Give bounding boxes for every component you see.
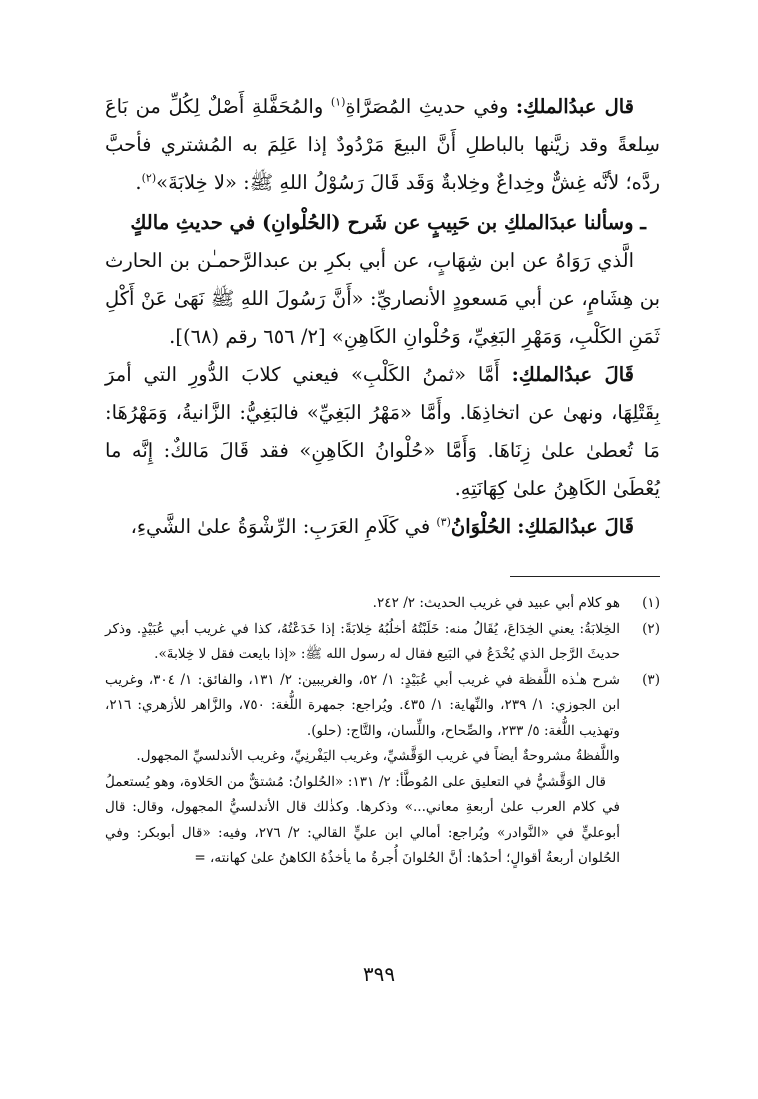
paragraph-1	[105, 88, 660, 202]
footnote-3	[105, 668, 660, 770]
footnote-continuation	[105, 770, 660, 872]
book-page	[105, 88, 660, 872]
footnote-number: (٢)	[642, 620, 660, 637]
footnote-body	[105, 668, 620, 770]
speaker-label: قَالَ عبدُالملكِ:	[511, 363, 634, 386]
footnote-ref: (٢)	[141, 171, 157, 185]
text-segment: .	[135, 171, 142, 194]
main-text	[105, 88, 660, 546]
footnote-body	[105, 617, 620, 668]
footnote-text: شرح هـٰذه اللَّفظة في غريب أبي عُبَيْدٍ: ١/ ٥٢، والغريبين: ٢/ ١٣١، والفائق: ١/ ٣٠٤، وغريب ابن الجوزي: ١/ ٢٣٩، والنِّهاية: ١/ ٤٣٥. ويُراجع: جمهرة اللُّغة: ٧٥٠، والزَّاهر للأزهري: ٢١٦، وتهذيب اللُّغة: ٥/ ٢٣٣، والصِّحاح، واللِّسان، والتَّاج: (حلو).	[105, 671, 621, 739]
footnote-text: واللَّفظةُ مشروحةٌ أيضاً في غريب الوَقَّشيِّ، وغريب اليَفْرنِيِّ، وغريب الأندلسيِّ المجهول.	[136, 748, 620, 764]
footnote-ref: (٣)	[436, 515, 451, 529]
page-number: ٣٩٩	[362, 962, 396, 986]
paragraph-3	[105, 356, 660, 508]
text-segment: وفي حديثِ المُصَرَّاةِ	[345, 95, 509, 118]
footnote-text: الخِلابَةُ: يعني الخِدَاعَ، يُقَالُ منه: خَلَبْتُهُ أخلُبُهُ خِلابَةً: إذا خَدَعْتُهُ، كذا في غريب أبي عُبَيْدٍ. وذكر حديثَ الرَّجل الذي يُخْدَعُ في البَيع فقال له رسول الله ﷺ: «إذا بايعت فقل لا خِلابةَ».	[105, 620, 620, 662]
text-segment: في كَلَامِ العَرَبِ: الرِّشْوَةُ علىٰ الشَّيءِ،	[130, 515, 431, 538]
text-segment: والمُحَفَّلةِ أَصْلٌ لِكُلِّ من بَاعَ سِلعةً وقد زيَّنها بالباطلِ أَنَّ البيعَ مَرْدُودٌ إذا عَلِمَ به المُشتري فأحبَّ ردَّه؛ لأنَّه غِشٌّ وخِداعٌ وخِلابةٌ وَقَد قَالَ رَسُوْلُ اللهِ ﷺ: «لا خِلابَةَ»	[105, 95, 660, 194]
footnote-text: قال الوَقَّشيُّ في التعليق على المُوطَّأ: ٢/ ١٣١: «الحُلوانُ: مُشتقٌّ من الحَلاوة، وهو يُستعملُ في كلام العرب علىٰ أربعةِ معاني...» وذكرها. وكذٰلك قال الأندلسيُّ المجهول، وقال: قال أبوعليٍّ في «النَّوادر» ويُراجع: أمالي ابن عليٍّ القالي: ٢/ ٢٧٦، وفيه: «قال أبوبكر: وفي الحُلوان أربعةُ أقوالٍ؛ أحدُها: أنَّ الحُلوانَ أُجرةُ ما يأخذُهُ الكاهنُ علىٰ كهانته، =	[105, 773, 620, 866]
footnote-number: (١)	[642, 595, 660, 611]
section-heading: ـ وسألنا عبدَالملكِ بن حَبِيبٍ عن شَرح (الحُلْوانِ) في حديثِ مالكٍ	[130, 211, 646, 234]
text-segment: الحُلْوَانُ	[450, 515, 512, 538]
speaker-label: قَالَ عبدُالمَلكِ:	[517, 515, 634, 538]
paragraph-2: الَّذي رَوَاهُ عن ابن شِهَابٍ، عن أبي بكرِ بن عبدالرَّحمـٰن بن الحارث بن هِشَامٍ، عن أبي مَسعودٍ الأنصاريِّ: «أَنَّ رَسُولَ اللهِ ﷺ نَهَىٰ عَنْ أَكْلِ ثَمَنِ الكَلْبِ، وَمَهْرِ البَغِيِّ، وَحُلْوانِ الكَاهِنِ» [٢/ ٦٥٦ رقم (٦٨)].	[105, 249, 660, 348]
footnote-1	[105, 591, 660, 617]
footnote-ref: (١)	[330, 95, 346, 109]
paragraph-4	[105, 508, 660, 546]
footnotes	[105, 591, 660, 872]
footnote-2	[105, 617, 660, 668]
footnote-text: هو كلام أبي عبيد في غريب الحديث: ٢/ ٢٤٢.	[372, 595, 620, 611]
footnote-body	[105, 591, 620, 617]
footnote-divider	[510, 576, 660, 577]
speaker-label: قال عبدُالملكِ:	[515, 95, 634, 118]
footnote-number: (٣)	[642, 671, 660, 688]
text-segment: أَمَّا «ثمنُ الكَلْبِ» فيعني كلابَ الدُّورِ التي أمرَ بِقَتْلِهَا، ونهىٰ عن اتخاذِهَا. وأَمَّا «مَهْرُ البَغِيِّ» فالبَغِيُّ: الزَّانيةُ، وَمَهْرُهَا: مَا تُعطىٰ علىٰ زِنَاهَا. وَأَمَّا «حُلْوانُ الكَاهِنِ» فقد قَالَ مَالكٌ: إِنَّه ما يُعْطَىٰ الكَاهِنُ علىٰ كِهَانَتِهِ.	[105, 363, 660, 500]
